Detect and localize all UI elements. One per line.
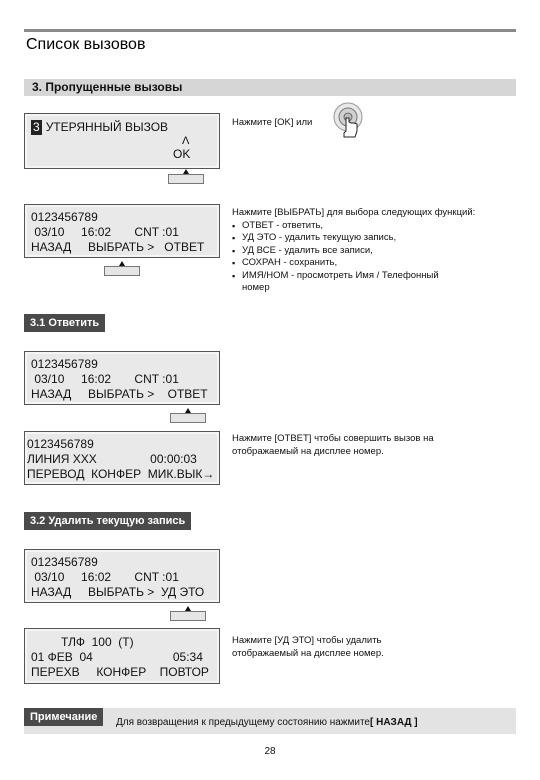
lcd-line-2: 03/10 16:02 CNT :01 [31,225,179,239]
lcd-line-2: 01 ФЕВ 04 05:34 [31,650,203,664]
lcd-line-3: НАЗАД ВЫБРАТЬ > ОТВЕТ [31,240,205,254]
page-number: 28 [264,746,276,757]
answer-softkey[interactable] [170,414,206,423]
lcd-display-missed [24,113,220,169]
navigator-key-icon[interactable] [331,100,365,138]
lcd-line-1: 0123456789 [31,210,98,224]
lcd-line-3: НАЗАД ВЫБРАТЬ > ОТВЕТ [31,387,208,401]
instruction-line: отображаемый на дисплее номер. [232,647,384,659]
function-list [232,220,522,295]
lcd-line [31,120,168,135]
lcd-text: УТЕРЯННЫЙ ВЫЗОВ [45,120,169,134]
function-item: ▪ СОХРАН - сохранить, [232,257,522,270]
lcd-line-1: 0123456789 [31,357,98,371]
lcd-line-2: 03/10 16:02 CNT :01 [31,570,179,584]
instruction-answer [232,433,434,458]
lcd-display-list [24,204,220,258]
instruction-ok: Нажмите [OK] или [232,117,313,128]
subsection-title-delete: 3.2 Удалить текущую запись [24,512,191,530]
instruction-line: Нажмите [УД ЭТО] чтобы удалить [232,635,382,646]
lcd-line-1: 0123456789 [31,555,98,569]
lcd-display-answer-list [24,351,220,405]
function-item: ▪ ИМЯ/НОМ - просмотреть Имя / Телефонный [232,270,522,283]
subsection-title-answer: 3.1 Ответить [24,314,105,332]
lcd-line-3: ПЕРЕВОД КОНФЕР МИК.ВЫК→ [27,467,215,481]
entry-number: 3 [33,120,40,134]
function-item: номер [242,282,270,293]
function-item: ▪ УД ВСЕ - удалить все записи, [232,245,522,258]
lcd-line-1: 0123456789 [27,437,94,451]
function-item: ▪ ОТВЕТ - ответить, [232,220,522,233]
select-softkey[interactable] [104,267,140,276]
lcd-display-call [24,431,220,485]
note-key: [ НАЗАД ] [370,717,418,728]
section-title: 3. Пропущенные вызовы [32,80,183,94]
page-title: Список вызовов [26,36,146,53]
instruction-delete [232,635,384,660]
lcd-display-idle [24,628,220,684]
instruction-text: Нажмите [ВЫБРАТЬ] для выбора следующих функций: [232,207,476,218]
lcd-line-3: ПЕРЕХВ КОНФЕР ПОВТОР [31,665,209,679]
function-item: ▪ УД ЭТО - удалить текущую запись, [232,232,522,245]
lcd-line-2: 03/10 16:02 CNT :01 [31,372,179,386]
lcd-display-delete-list [24,549,220,603]
note-text [116,717,418,728]
lcd-line-1: ТЛФ 100 (Т) [31,635,134,649]
lcd-line-3: НАЗАД ВЫБРАТЬ > УД ЭТО [31,585,205,599]
ok-softkey[interactable] [168,175,204,184]
note-label: Примечание [24,708,103,726]
up-arrow-icon: Λ [182,135,190,147]
lcd-ok-label: OK [173,147,191,161]
instruction-line: отображаемый на дисплее номер. [232,445,384,457]
lcd-line-2: ЛИНИЯ XXX 00:00:03 [27,452,197,466]
instruction-line: Нажмите [ОТВЕТ] чтобы совершить вызов на [232,433,434,444]
section-header [24,79,516,96]
instruction-select [232,207,522,295]
delete-softkey[interactable] [170,612,206,621]
note-body: Для возвращения к предыдущему состоянию нажмите [116,717,370,728]
top-rule [24,29,516,32]
